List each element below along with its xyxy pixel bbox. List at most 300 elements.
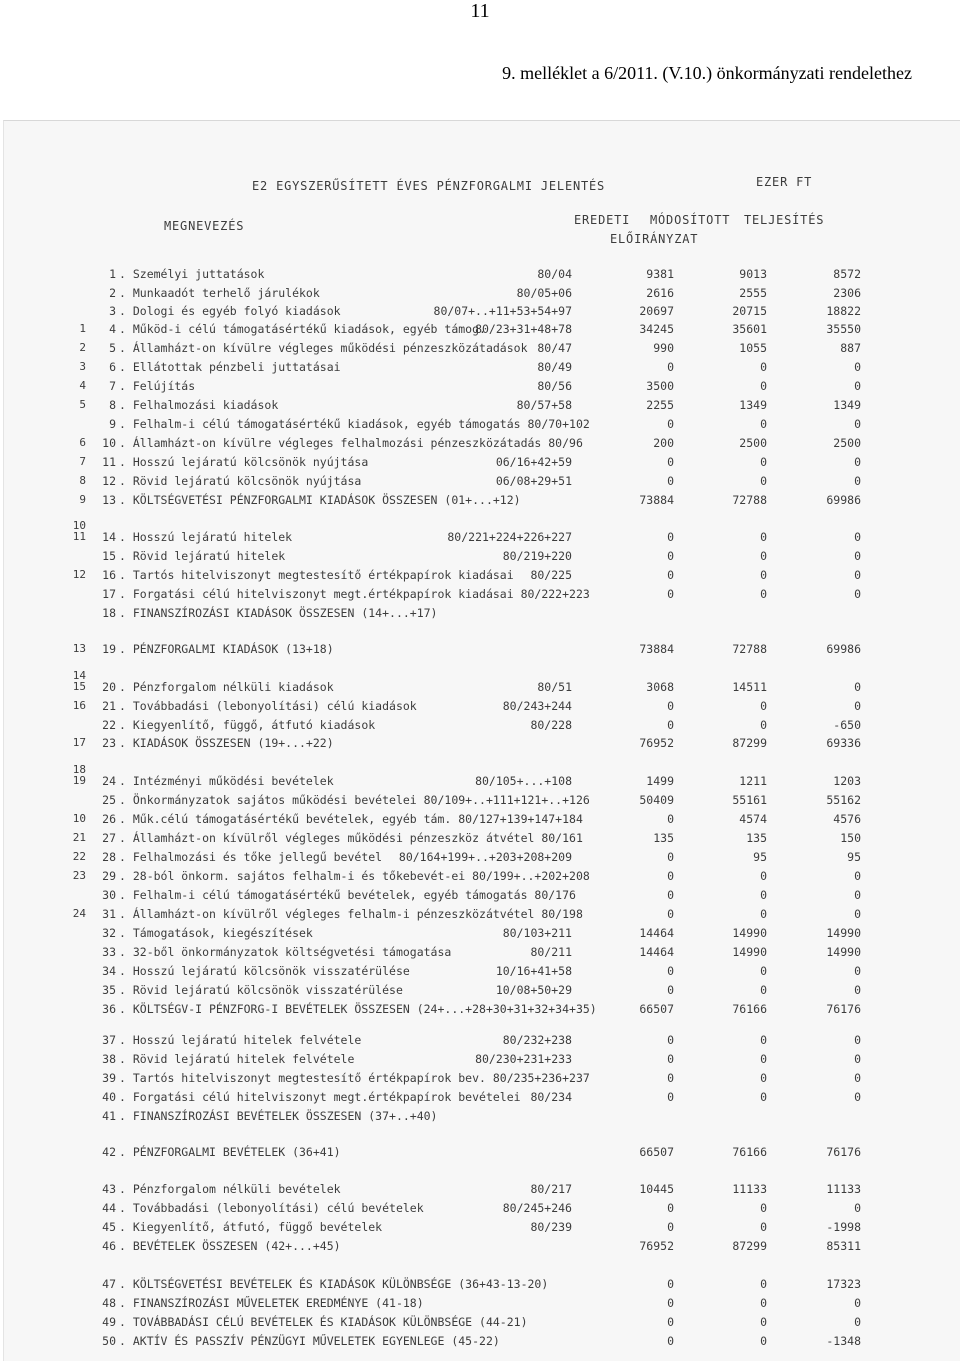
row-number: 39 (102, 1071, 116, 1085)
row-label: . Személyi juttatások (119, 267, 265, 281)
row-margin-number: 12 (72, 568, 86, 581)
row-value-fulfilment: 0 (854, 888, 861, 902)
row-value-fulfilment: -1998 (826, 1220, 861, 1234)
row-label: . Felújítás (119, 379, 196, 393)
row-value-modified: 0 (760, 1201, 767, 1215)
row-label: . PÉNZFORGALMI KIADÁSOK (13+18) (119, 642, 334, 656)
table-row (4, 1109, 960, 1125)
row-label: . Továbbadási (lebonyolítási) célú kiadások (119, 699, 417, 713)
column-header-fulfilment: TELJESÍTÉS (744, 213, 825, 227)
table-row (4, 1090, 960, 1106)
row-label: . FINANSZÍROZÁSI MŰVELETEK EREDMÉNYE (41-18) (119, 1296, 424, 1310)
row-code: 80/221+224+226+227 (447, 530, 572, 544)
row-value-original: 0 (667, 1201, 674, 1215)
row-label: . Pénzforgalom nélküli bevételek (119, 1182, 341, 1196)
row-value-modified: 0 (760, 1071, 767, 1085)
row-label: . KÖLTSÉGVETÉSI BEVÉTELEK ÉS KIADÁSOK KÜLÖNBSÉGE (36+43-13-20) (119, 1277, 549, 1291)
row-value-original: 50409 (639, 793, 674, 807)
row-label: . Forgatási célú hitelviszonyt megt.értékpapírok bevételei (119, 1090, 521, 1104)
row-code: 80/239 (530, 1220, 572, 1234)
row-value-original: 0 (667, 1052, 674, 1066)
row-label: . FINANSZÍROZÁSI BEVÉTELEK ÖSSZESEN (37+..+40) (119, 1109, 438, 1123)
row-code: 80/228 (530, 718, 572, 732)
row-label: . Rövid lejáratú kölcsönök visszatérülése (119, 983, 403, 997)
row-value-original: 73884 (639, 642, 674, 656)
row-number: 45 (102, 1220, 116, 1234)
row-value-fulfilment: 0 (854, 568, 861, 582)
row-value-original: 990 (653, 341, 674, 355)
row-label: . Munkaadót terhelő járulékok (119, 286, 320, 300)
row-value-fulfilment: 0 (854, 1296, 861, 1310)
row-number: 49 (102, 1315, 116, 1329)
row-number: 37 (102, 1033, 116, 1047)
row-margin-number: 8 (79, 474, 86, 487)
column-header-original: EREDETI (574, 213, 631, 227)
row-margin-number: 13 (72, 642, 86, 655)
row-value-fulfilment: 150 (840, 831, 861, 845)
table-row (4, 945, 960, 961)
row-value-fulfilment: 0 (854, 983, 861, 997)
margin-mark: 10 (72, 519, 86, 532)
row-value-fulfilment: 0 (854, 869, 861, 883)
table-row (4, 1296, 960, 1312)
table-row (4, 718, 960, 734)
row-value-original: 0 (667, 455, 674, 469)
row-number: 42 (102, 1145, 116, 1159)
row-label: . BEVÉTELEK ÖSSZESEN (42+...+45) (119, 1239, 341, 1253)
row-number: 11 (102, 455, 116, 469)
row-number: 12 (102, 474, 116, 488)
row-label: . Kiegyenlítő, függő, átfutó kiadások (119, 718, 376, 732)
row-margin-number: 16 (72, 699, 86, 712)
row-code: 80/57+58 (516, 398, 572, 412)
table-row (4, 926, 960, 942)
row-value-modified: 0 (760, 1334, 767, 1348)
row-value-fulfilment: 14990 (826, 945, 861, 959)
row-value-original: 0 (667, 1033, 674, 1047)
table-row (4, 360, 960, 376)
row-value-modified: 1055 (739, 341, 767, 355)
row-number: 31 (102, 907, 116, 921)
row-value-modified: 4574 (739, 812, 767, 826)
row-value-modified: 0 (760, 549, 767, 563)
row-margin-number: 9 (79, 493, 86, 506)
row-label: . Tartós hitelviszonyt megtestesítő értékpapírok kiadásai (119, 568, 514, 582)
row-value-fulfilment: 18822 (826, 304, 861, 318)
row-value-modified: 0 (760, 907, 767, 921)
table-row (4, 680, 960, 696)
row-code: 80/232+238 (502, 1033, 572, 1047)
row-value-fulfilment: 85311 (826, 1239, 861, 1253)
row-label: . KÖLTSÉGVETÉSI PÉNZFORGALMI KIADÁSOK ÖSSZESEN (01+...+12) (119, 493, 521, 507)
row-value-modified: 0 (760, 568, 767, 582)
table-row (4, 1239, 960, 1255)
row-label: . AKTÍV ÉS PASSZÍV PÉNZÜGYI MŰVELETEK EGYENLEGE (45-22) (119, 1334, 500, 1348)
row-margin-number: 10 (72, 812, 86, 825)
row-value-original: 0 (667, 1315, 674, 1329)
row-margin-number: 2 (79, 341, 86, 354)
column-header-modified: MÓDOSÍTOTT (650, 213, 731, 227)
row-value-modified: 20715 (732, 304, 767, 318)
row-value-fulfilment: 8572 (833, 267, 861, 281)
row-number: 40 (102, 1090, 116, 1104)
table-row (4, 1277, 960, 1293)
row-value-original: 1499 (646, 774, 674, 788)
table-row (4, 699, 960, 715)
row-label: . Tartós hitelviszonyt megtestesítő értékpapírok bev. 80/235+236+237 (119, 1071, 590, 1085)
row-value-modified: 0 (760, 699, 767, 713)
table-row (4, 474, 960, 490)
row-number: 41 (102, 1109, 116, 1123)
row-value-fulfilment: 55162 (826, 793, 861, 807)
row-value-modified: 0 (760, 1090, 767, 1104)
row-value-modified: 72788 (732, 642, 767, 656)
row-label: . Államházt-on kívülről végleges működési pénzeszköz átvétel 80/161 (119, 831, 583, 845)
row-number: 46 (102, 1239, 116, 1253)
row-number: 30 (102, 888, 116, 902)
document-subtitle: 9. melléklet a 6/2011. (V.10.) önkormányzati rendelethez (502, 63, 912, 83)
row-number: 47 (102, 1277, 116, 1291)
row-code: 80/164+199+..+203+208+209 (398, 850, 572, 864)
table-row (4, 530, 960, 546)
row-value-fulfilment: 0 (854, 964, 861, 978)
row-value-fulfilment: 4576 (833, 812, 861, 826)
row-code: 80/05+06 (516, 286, 572, 300)
row-label: . Kiegyenlítő, átfutó, függő bevételek (119, 1220, 383, 1234)
row-value-modified: 72788 (732, 493, 767, 507)
row-value-original: 0 (667, 1296, 674, 1310)
row-label: . Hosszú lejáratú kölcsönök nyújtása (119, 455, 369, 469)
row-value-modified: 0 (760, 964, 767, 978)
form-title: E2 EGYSZERŰSÍTETT ÉVES PÉNZFORGALMI JELENTÉS (252, 179, 606, 193)
row-value-fulfilment: 0 (854, 530, 861, 544)
row-label: . KIADÁSOK ÖSSZESEN (19+...+22) (119, 736, 334, 750)
row-number: 27 (102, 831, 116, 845)
page-number: 11 (470, 0, 490, 22)
row-value-fulfilment: 0 (854, 587, 861, 601)
row-value-modified: 0 (760, 869, 767, 883)
row-value-fulfilment: 0 (854, 549, 861, 563)
row-value-fulfilment: 76176 (826, 1145, 861, 1159)
row-value-fulfilment: 887 (840, 341, 861, 355)
row-value-modified: 87299 (732, 1239, 767, 1253)
table-row (4, 1220, 960, 1236)
row-value-original: 14464 (639, 926, 674, 940)
row-label: . Forgatási célú hitelviszonyt megt.értékpapírok kiadásai 80/222+223 (119, 587, 590, 601)
row-code: 80/211 (530, 945, 572, 959)
table-row (4, 642, 960, 658)
table-row (4, 774, 960, 790)
row-value-original: 0 (667, 869, 674, 883)
row-code: 80/217 (530, 1182, 572, 1196)
row-value-modified: 9013 (739, 267, 767, 281)
row-number: 10 (102, 436, 116, 450)
row-code: 80/49 (537, 360, 572, 374)
column-header-name: MEGNEVEZÉS (164, 219, 245, 233)
row-number: 14 (102, 530, 116, 544)
row-code: 06/08+29+51 (495, 474, 572, 488)
table-row (4, 568, 960, 584)
row-number: 2 (109, 286, 116, 300)
row-label: . Dologi és egyéb folyó kiadások (119, 304, 341, 318)
row-value-modified: 11133 (732, 1182, 767, 1196)
row-label: . FINANSZÍROZÁSI KIADÁSOK ÖSSZESEN (14+...+17) (119, 606, 438, 620)
row-value-modified: 55161 (732, 793, 767, 807)
row-code: 80/103+211 (502, 926, 572, 940)
row-value-modified: 87299 (732, 736, 767, 750)
row-label: . Műk.célú támogatásértékű bevételek, egyéb tám. 80/127+139+147+184 (119, 812, 583, 826)
table-row (4, 964, 960, 980)
row-number: 4 (109, 322, 116, 336)
row-value-fulfilment: 0 (854, 699, 861, 713)
row-value-modified: 135 (746, 831, 767, 845)
row-value-modified: 14990 (732, 926, 767, 940)
row-value-original: 0 (667, 417, 674, 431)
row-value-fulfilment: 0 (854, 1090, 861, 1104)
row-value-modified: 1349 (739, 398, 767, 412)
row-value-fulfilment: 0 (854, 417, 861, 431)
row-number: 22 (102, 718, 116, 732)
table-row (4, 983, 960, 999)
row-number: 7 (109, 379, 116, 393)
row-value-original: 3068 (646, 680, 674, 694)
row-value-modified: 14511 (732, 680, 767, 694)
row-value-original: 0 (667, 474, 674, 488)
row-value-fulfilment: 1203 (833, 774, 861, 788)
row-label: . Államházt-on kívülről végleges felhalm-i pénzeszközátvétel 80/198 (119, 907, 583, 921)
row-label: . PÉNZFORGALMI BEVÉTELEK (36+41) (119, 1145, 341, 1159)
row-label: . Hosszú lejáratú hitelek (119, 530, 293, 544)
row-value-fulfilment: 0 (854, 1315, 861, 1329)
row-code: 10/08+50+29 (495, 983, 572, 997)
row-value-original: 0 (667, 699, 674, 713)
row-code: 80/105+...+108 (475, 774, 572, 788)
row-number: 24 (102, 774, 116, 788)
row-number: 25 (102, 793, 116, 807)
row-value-original: 2255 (646, 398, 674, 412)
row-code: 80/04 (537, 267, 572, 281)
row-margin-number: 24 (72, 907, 86, 920)
row-number: 26 (102, 812, 116, 826)
table-row (4, 736, 960, 752)
row-value-fulfilment: 0 (854, 680, 861, 694)
row-value-fulfilment: 0 (854, 1052, 861, 1066)
row-label: . Felhalm-i célú támogatásértékű bevételek, egyéb támogatás 80/176 (119, 888, 576, 902)
row-value-modified: 0 (760, 888, 767, 902)
row-label: . Államházt-on kívülre végleges felhalmozási pénzeszközátadás 80/96 (119, 436, 583, 450)
row-code: 06/16+42+59 (495, 455, 572, 469)
row-value-fulfilment: 0 (854, 379, 861, 393)
row-value-modified: 35601 (732, 322, 767, 336)
row-value-modified: 0 (760, 474, 767, 488)
row-value-fulfilment: 69986 (826, 642, 861, 656)
row-margin-number: 15 (72, 680, 86, 693)
row-value-original: 0 (667, 568, 674, 582)
row-number: 17 (102, 587, 116, 601)
row-label: . Támogatások, kiegészítések (119, 926, 313, 940)
row-value-fulfilment: 17323 (826, 1277, 861, 1291)
row-value-original: 34245 (639, 322, 674, 336)
row-value-modified: 0 (760, 530, 767, 544)
row-code: 80/47 (537, 341, 572, 355)
row-number: 48 (102, 1296, 116, 1310)
table-row (4, 304, 960, 320)
row-value-original: 66507 (639, 1145, 674, 1159)
row-value-original: 0 (667, 983, 674, 997)
row-code: 80/230+231+233 (475, 1052, 572, 1066)
row-number: 43 (102, 1182, 116, 1196)
row-value-fulfilment: 76176 (826, 1002, 861, 1016)
row-value-modified: 0 (760, 360, 767, 374)
row-number: 29 (102, 869, 116, 883)
row-number: 8 (109, 398, 116, 412)
row-number: 1 (109, 267, 116, 281)
table-row (4, 436, 960, 452)
row-value-original: 0 (667, 1220, 674, 1234)
row-value-original: 0 (667, 360, 674, 374)
row-value-original: 3500 (646, 379, 674, 393)
table-row (4, 888, 960, 904)
row-value-original: 0 (667, 549, 674, 563)
row-value-fulfilment: 35550 (826, 322, 861, 336)
table-row (4, 549, 960, 565)
table-row (4, 417, 960, 433)
row-value-modified: 0 (760, 1220, 767, 1234)
row-value-original: 0 (667, 1090, 674, 1104)
row-number: 9 (109, 417, 116, 431)
row-value-fulfilment: 14990 (826, 926, 861, 940)
row-value-original: 73884 (639, 493, 674, 507)
row-value-modified: 0 (760, 587, 767, 601)
row-margin-number: 22 (72, 850, 86, 863)
table-row (4, 341, 960, 357)
row-label: . 28-ból önkorm. sajátos felhalm-i és tőkebevét-ei 80/199+..+202+208 (119, 869, 590, 883)
table-row (4, 793, 960, 809)
scanned-report (3, 120, 960, 1361)
row-margin-number: 5 (79, 398, 86, 411)
row-value-modified: 0 (760, 1296, 767, 1310)
row-margin-number: 1 (79, 322, 86, 335)
row-value-modified: 0 (760, 1277, 767, 1291)
table-row (4, 322, 960, 338)
row-value-fulfilment: 69336 (826, 736, 861, 750)
row-number: 50 (102, 1334, 116, 1348)
row-value-fulfilment: 0 (854, 474, 861, 488)
row-number: 44 (102, 1201, 116, 1215)
row-value-modified: 0 (760, 1052, 767, 1066)
row-number: 38 (102, 1052, 116, 1066)
row-code: 80/234 (530, 1090, 572, 1104)
row-margin-number: 7 (79, 455, 86, 468)
row-code: 10/16+41+58 (495, 964, 572, 978)
table-row (4, 1002, 960, 1018)
row-value-fulfilment: 0 (854, 360, 861, 374)
row-value-original: 0 (667, 1071, 674, 1085)
row-value-original: 10445 (639, 1182, 674, 1196)
table-row (4, 1145, 960, 1161)
row-number: 13 (102, 493, 116, 507)
row-value-original: 76952 (639, 1239, 674, 1253)
row-value-modified: 14990 (732, 945, 767, 959)
row-value-original: 14464 (639, 945, 674, 959)
row-margin-number: 6 (79, 436, 86, 449)
table-row (4, 1033, 960, 1049)
row-value-original: 0 (667, 587, 674, 601)
row-margin-number: 4 (79, 379, 86, 392)
row-number: 19 (102, 642, 116, 656)
row-value-modified: 0 (760, 379, 767, 393)
row-value-modified: 0 (760, 983, 767, 997)
row-margin-number: 19 (72, 774, 86, 787)
table-row (4, 1071, 960, 1087)
row-margin-number: 17 (72, 736, 86, 749)
row-value-modified: 0 (760, 1033, 767, 1047)
row-number: 15 (102, 549, 116, 563)
row-label: . Pénzforgalom nélküli kiadások (119, 680, 334, 694)
row-value-original: 0 (667, 530, 674, 544)
table-row (4, 850, 960, 866)
row-number: 23 (102, 736, 116, 750)
row-label: . TOVÁBBADÁSI CÉLÚ BEVÉTELEK ÉS KIADÁSOK KÜLÖNBSÉGE (44-21) (119, 1315, 528, 1329)
row-value-fulfilment: 2500 (833, 436, 861, 450)
row-code: 80/219+220 (502, 549, 572, 563)
row-value-modified: 76166 (732, 1145, 767, 1159)
row-number: 34 (102, 964, 116, 978)
row-label: . Hosszú lejáratú kölcsönök visszatérülése (119, 964, 410, 978)
row-label: . Felhalmozási és tőke jellegű bevétel (119, 850, 383, 864)
row-number: 5 (109, 341, 116, 355)
unit-label: EZER FT (756, 175, 813, 189)
row-code: 80/56 (537, 379, 572, 393)
row-value-fulfilment: 69986 (826, 493, 861, 507)
row-code: 80/51 (537, 680, 572, 694)
row-value-fulfilment: 0 (854, 1071, 861, 1085)
row-margin-number: 3 (79, 360, 86, 373)
row-label: . Továbbadási (lebonyolítási) célú bevételek (119, 1201, 424, 1215)
row-value-original: 0 (667, 1334, 674, 1348)
row-code: 80/225 (530, 568, 572, 582)
row-value-original: 135 (653, 831, 674, 845)
row-code: 80/243+244 (502, 699, 572, 713)
row-number: 28 (102, 850, 116, 864)
row-value-fulfilment: 0 (854, 1033, 861, 1047)
row-number: 16 (102, 568, 116, 582)
row-number: 36 (102, 1002, 116, 1016)
table-row (4, 812, 960, 828)
table-row (4, 1182, 960, 1198)
row-number: 20 (102, 680, 116, 694)
row-value-fulfilment: 0 (854, 907, 861, 921)
row-value-modified: 0 (760, 455, 767, 469)
row-code: 80/23+31+48+78 (475, 322, 572, 336)
table-row (4, 869, 960, 885)
row-label: . 32-ből önkormányzatok költségvetési támogatása (119, 945, 452, 959)
row-value-modified: 0 (760, 718, 767, 732)
row-label: . KÖLTSÉGV-I PÉNZFORG-I BEVÉTELEK ÖSSZESEN (24+...+28+30+31+32+34+35) (119, 1002, 597, 1016)
row-value-fulfilment: 11133 (826, 1182, 861, 1196)
row-label: . Felhalm-i célú támogatásértékű kiadások, egyéb támogatás 80/70+102 (119, 417, 590, 431)
table-row (4, 286, 960, 302)
table-row (4, 455, 960, 471)
row-label: . Rövid lejáratú kölcsönök nyújtása (119, 474, 362, 488)
row-number: 33 (102, 945, 116, 959)
row-value-fulfilment: 2306 (833, 286, 861, 300)
table-row (4, 907, 960, 923)
row-value-original: 76952 (639, 736, 674, 750)
table-row (4, 1201, 960, 1217)
row-label: . Ellátottak pénzbeli juttatásai (119, 360, 341, 374)
row-value-original: 2616 (646, 286, 674, 300)
